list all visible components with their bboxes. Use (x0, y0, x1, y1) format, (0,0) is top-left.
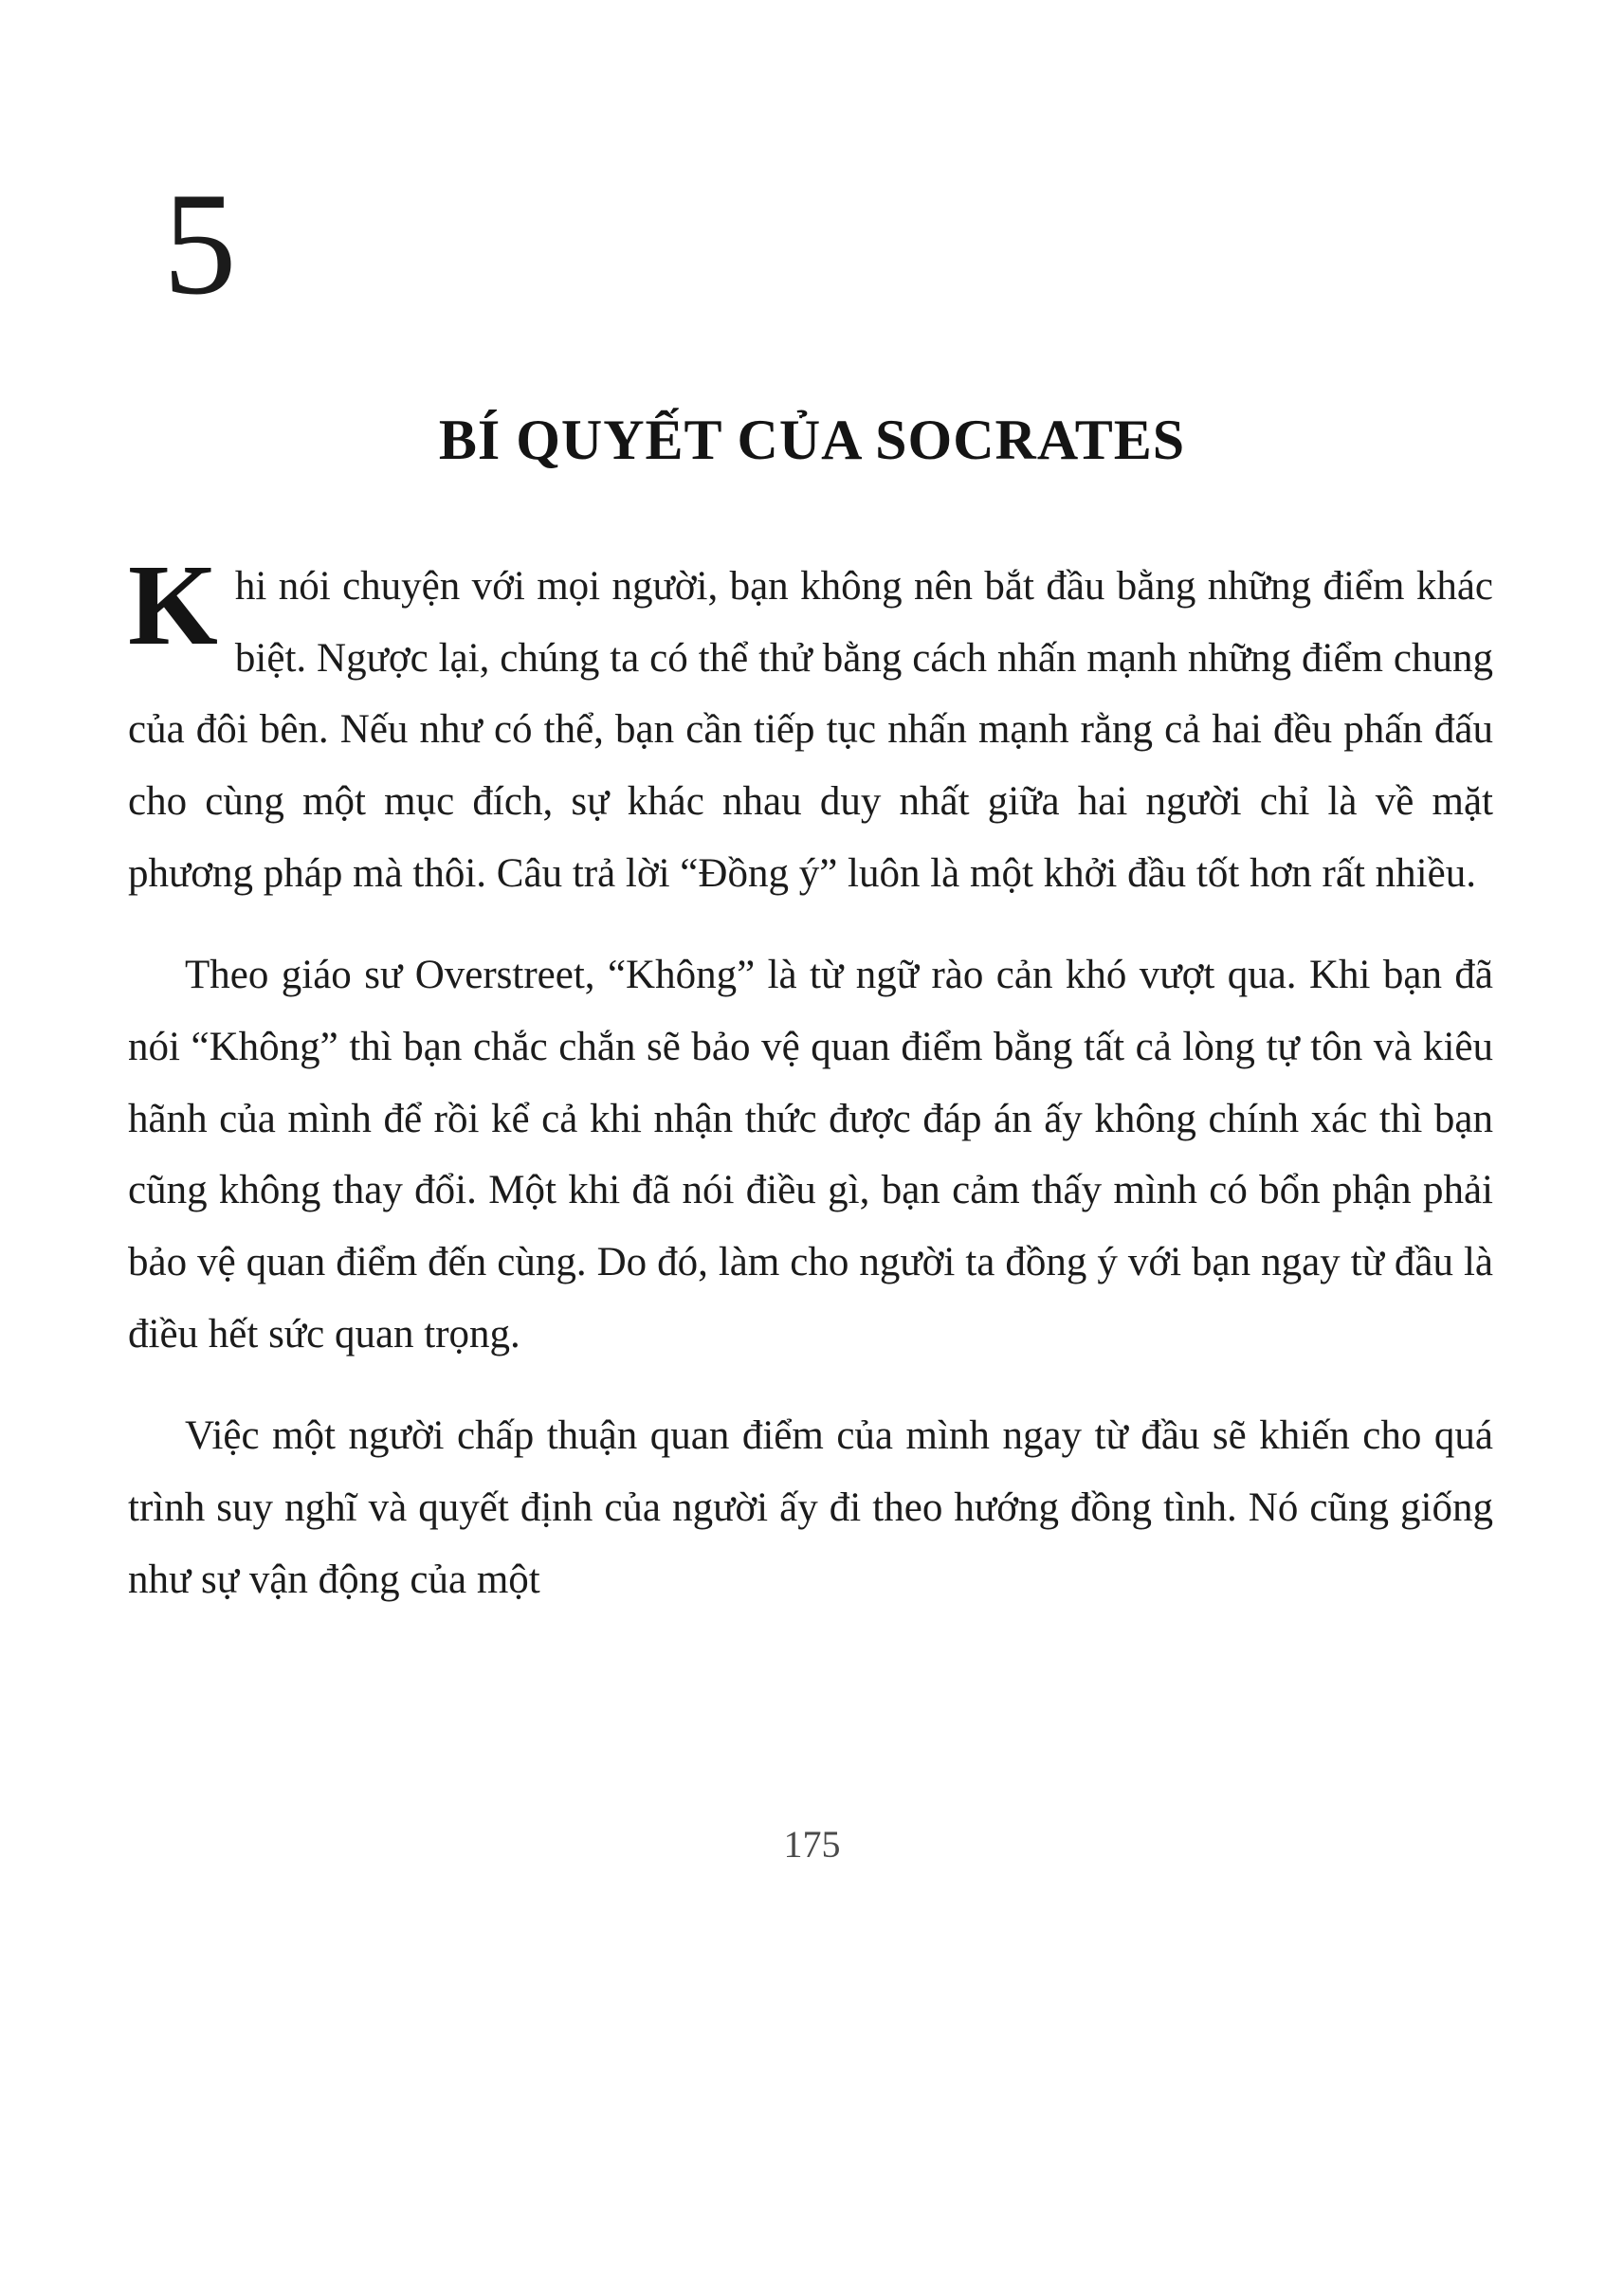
body-text (128, 541, 1493, 1615)
paragraph: Việc một người chấp thuận quan điểm của mình ngay từ đầu sẽ khiến cho quá trình suy nghĩ và quyết định của người ấy đi theo hướng đồng tình. Nó cũng giống như sự vận động của một (128, 1413, 1493, 1602)
chapter-title: BÍ QUYẾT CỦA SOCRATES (438, 409, 1186, 471)
paragraph (128, 541, 1493, 909)
chapter-number: 5 (163, 162, 237, 325)
paragraph: Theo giáo sư Overstreet, “Không” là từ ngữ rào cản khó vượt qua. Khi bạn đã nói “Không” thì bạn chắc chắn sẽ bảo vệ quan điểm bằng tất cả lòng tự tôn và kiêu hãnh của mình để rồi kể cả khi nhận thức được đáp án ấy không chính xác thì bạn cũng không thay đổi. Một khi đã nói điều gì, bạn cảm thấy mình có bổn phận phải bảo vệ quan điểm đến cùng. Do đó, làm cho người ta đồng ý với bạn ngay từ đầu là điều hết sức quan trọng. (128, 953, 1493, 1357)
dropcap-letter: K (128, 541, 218, 669)
paragraph-text: hi nói chuyện với mọi người, bạn không nên bắt đầu bằng những điểm khác biệt. Ngược lại, chúng ta có thể thử bằng cách nhấn mạnh những điểm chung của đôi bên. Nếu như có thể, bạn cần tiếp tục nhấn mạnh rằng cả hai đều phấn đấu cho cùng một mục đích, sự khác nhau duy nhất giữa hai người chỉ là về mặt phương pháp mà thôi. Câu trả lời “Đồng ý” luôn là một khởi đầu tốt hơn rất nhiều. (128, 564, 1493, 896)
page-number: 175 (783, 1823, 841, 1866)
